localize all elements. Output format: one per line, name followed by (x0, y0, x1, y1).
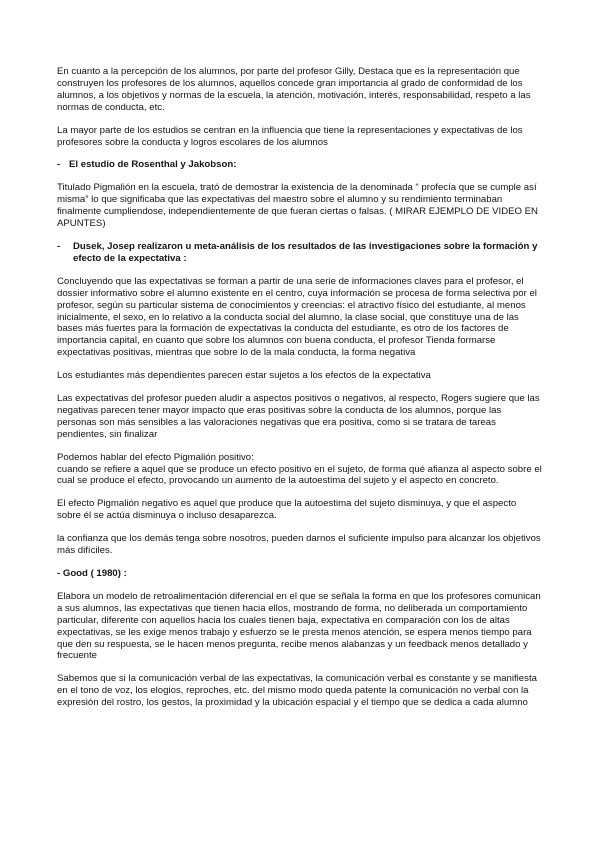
heading-rosenthal (57, 159, 542, 171)
paragraph-retroalimentacion: Elabora un modelo de retroalimentación diferencial en el que se señala la forma en que los profesores comunican a sus alumnos, las expectativas que tienen hacia ellos, mostrando de forma, no deliberada un comportamiento particular, diferente con aquellos hacia los cuales tienen baja, expectativa en comparación con los de altas expectativas, se les exige menos trabajo y esfuerzo se le presta menos atención, se espera menos tiempo para que den su respuesta, se le hacen menos pregunta, recibe menos alabanzas y un feedback menos detallado y frecuente (57, 590, 541, 662)
paragraph-efecto-negativo: El efecto Pigmalión negativo es aquel que produce que la autoestima del sujeto disminuya, y que el aspecto sobre él se actúa disminuya o incluso desaparezca. (57, 498, 517, 522)
paragraph-confianza: la confianza que los demás tenga sobre nosotros, pueden darnos el suficiente impulso para alcanzar los objetivos más difíciles. (57, 533, 541, 557)
paragraph-efecto-positivo-title: Podemos hablar del efecto Pigmalión positivo: (57, 451, 254, 463)
paragraph-dependientes: Los estudiantes más dependientes parecen estar sujetos a los efectos de la expectativa (57, 370, 431, 382)
document-page (57, 66, 542, 720)
heading-text: Dusek, Josep realizaron u meta-análisis de los resultados de las investigaciones sobre la formación y efecto de la expectativa : (73, 240, 538, 264)
paragraph-estudios: La mayor parte de los estudios se centran en la influencia que tiene la representaciones y expectativas de los profesores sobre la conducta y logros escolares de los alumnos (57, 124, 523, 148)
heading-bullet: - (57, 240, 61, 252)
heading-bullet: - (57, 159, 61, 171)
paragraph-comunicacion: Sabemos que si la comunicación verbal de las expectativas, la comunicación verbal es constante y se manifiesta en el tono de voz, los elogios, reproches, etc. del mismo modo queda patente la comunicación no verbal con la expresión del rostro, los gestos, la proximidad y la ubicación espacial y el tiempo que se dedica a cada alumno (57, 673, 537, 709)
heading-dusek (57, 241, 542, 265)
heading-good: - Good ( 1980) : (57, 568, 127, 579)
paragraph-gilly: En cuanto a la percepción de los alumnos, por parte del profesor Gilly, Destaca que es la representación que construyen los profesores de los alumnos, aquellos concede gran importancia al grado de conformidad de los alumnos, a los objetivos y normas de la escuela, la atención, motivación, interés, responsabilidad, respeto a las normas de conducta, etc. (57, 66, 531, 113)
heading-text: El estudio de Rosenthal y Jakobson: (69, 159, 237, 171)
paragraph-rogers: Las expectativas del profesor pueden aludir a aspectos positivos o negativos, al respecto, Rogers sugiere que las negativas parecen tener mayor impacto que eras positivas sobre la conducta de los alumnos, porque las personas son más sensibles a las valoraciones negativas que era positiva, como si se tratara de tareas pendientes, sin finalizar (57, 393, 540, 440)
paragraph-efecto-positivo: cuando se refiere a aquel que se produce un efecto positivo en el sujeto, de forma qué afianza al aspecto sobre el cual se produce el efecto, provocando un aumento de la autoestima del sujeto y el aspecto en concreto. (57, 463, 542, 487)
paragraph-concluyendo: Concluyendo que las expectativas se forman a partir de una serie de informaciones claves para el profesor, el dossier informativo sobre el alumno existente en el centro, cuya información se procesa de forma selectiva por el profesor, según su particular sistema de conocimientos y creencias: el atractivo físico del estudiante, al menos inicialmente, el sexo, en lo relativo a la conducta social del alumno, la clase social, que constituye una de las bases más fuertes para la formación de expectativas la conducta del estudiante, es otro de los factores de importancia capital, en cuanto que sobre los alumnos con buena conducta, el profesor Tienda formarse expectativas positivas, mientras que sobre lo de la mala conducta, la forma negativa (57, 275, 537, 359)
paragraph-pigmalion: Titulado Pigmalión en la escuela, trató de demostrar la existencia de la denominada “ profecía que se cumple así misma” lo que significaba que las expectativas del maestro sobre el alumno y su rendimiento terminaban finalmente cumpliendose, independientemente de que fueran ciertas o falsas. ( MIRAR EJEMPLO DE VIDEO EN APUNTES) (57, 182, 538, 230)
